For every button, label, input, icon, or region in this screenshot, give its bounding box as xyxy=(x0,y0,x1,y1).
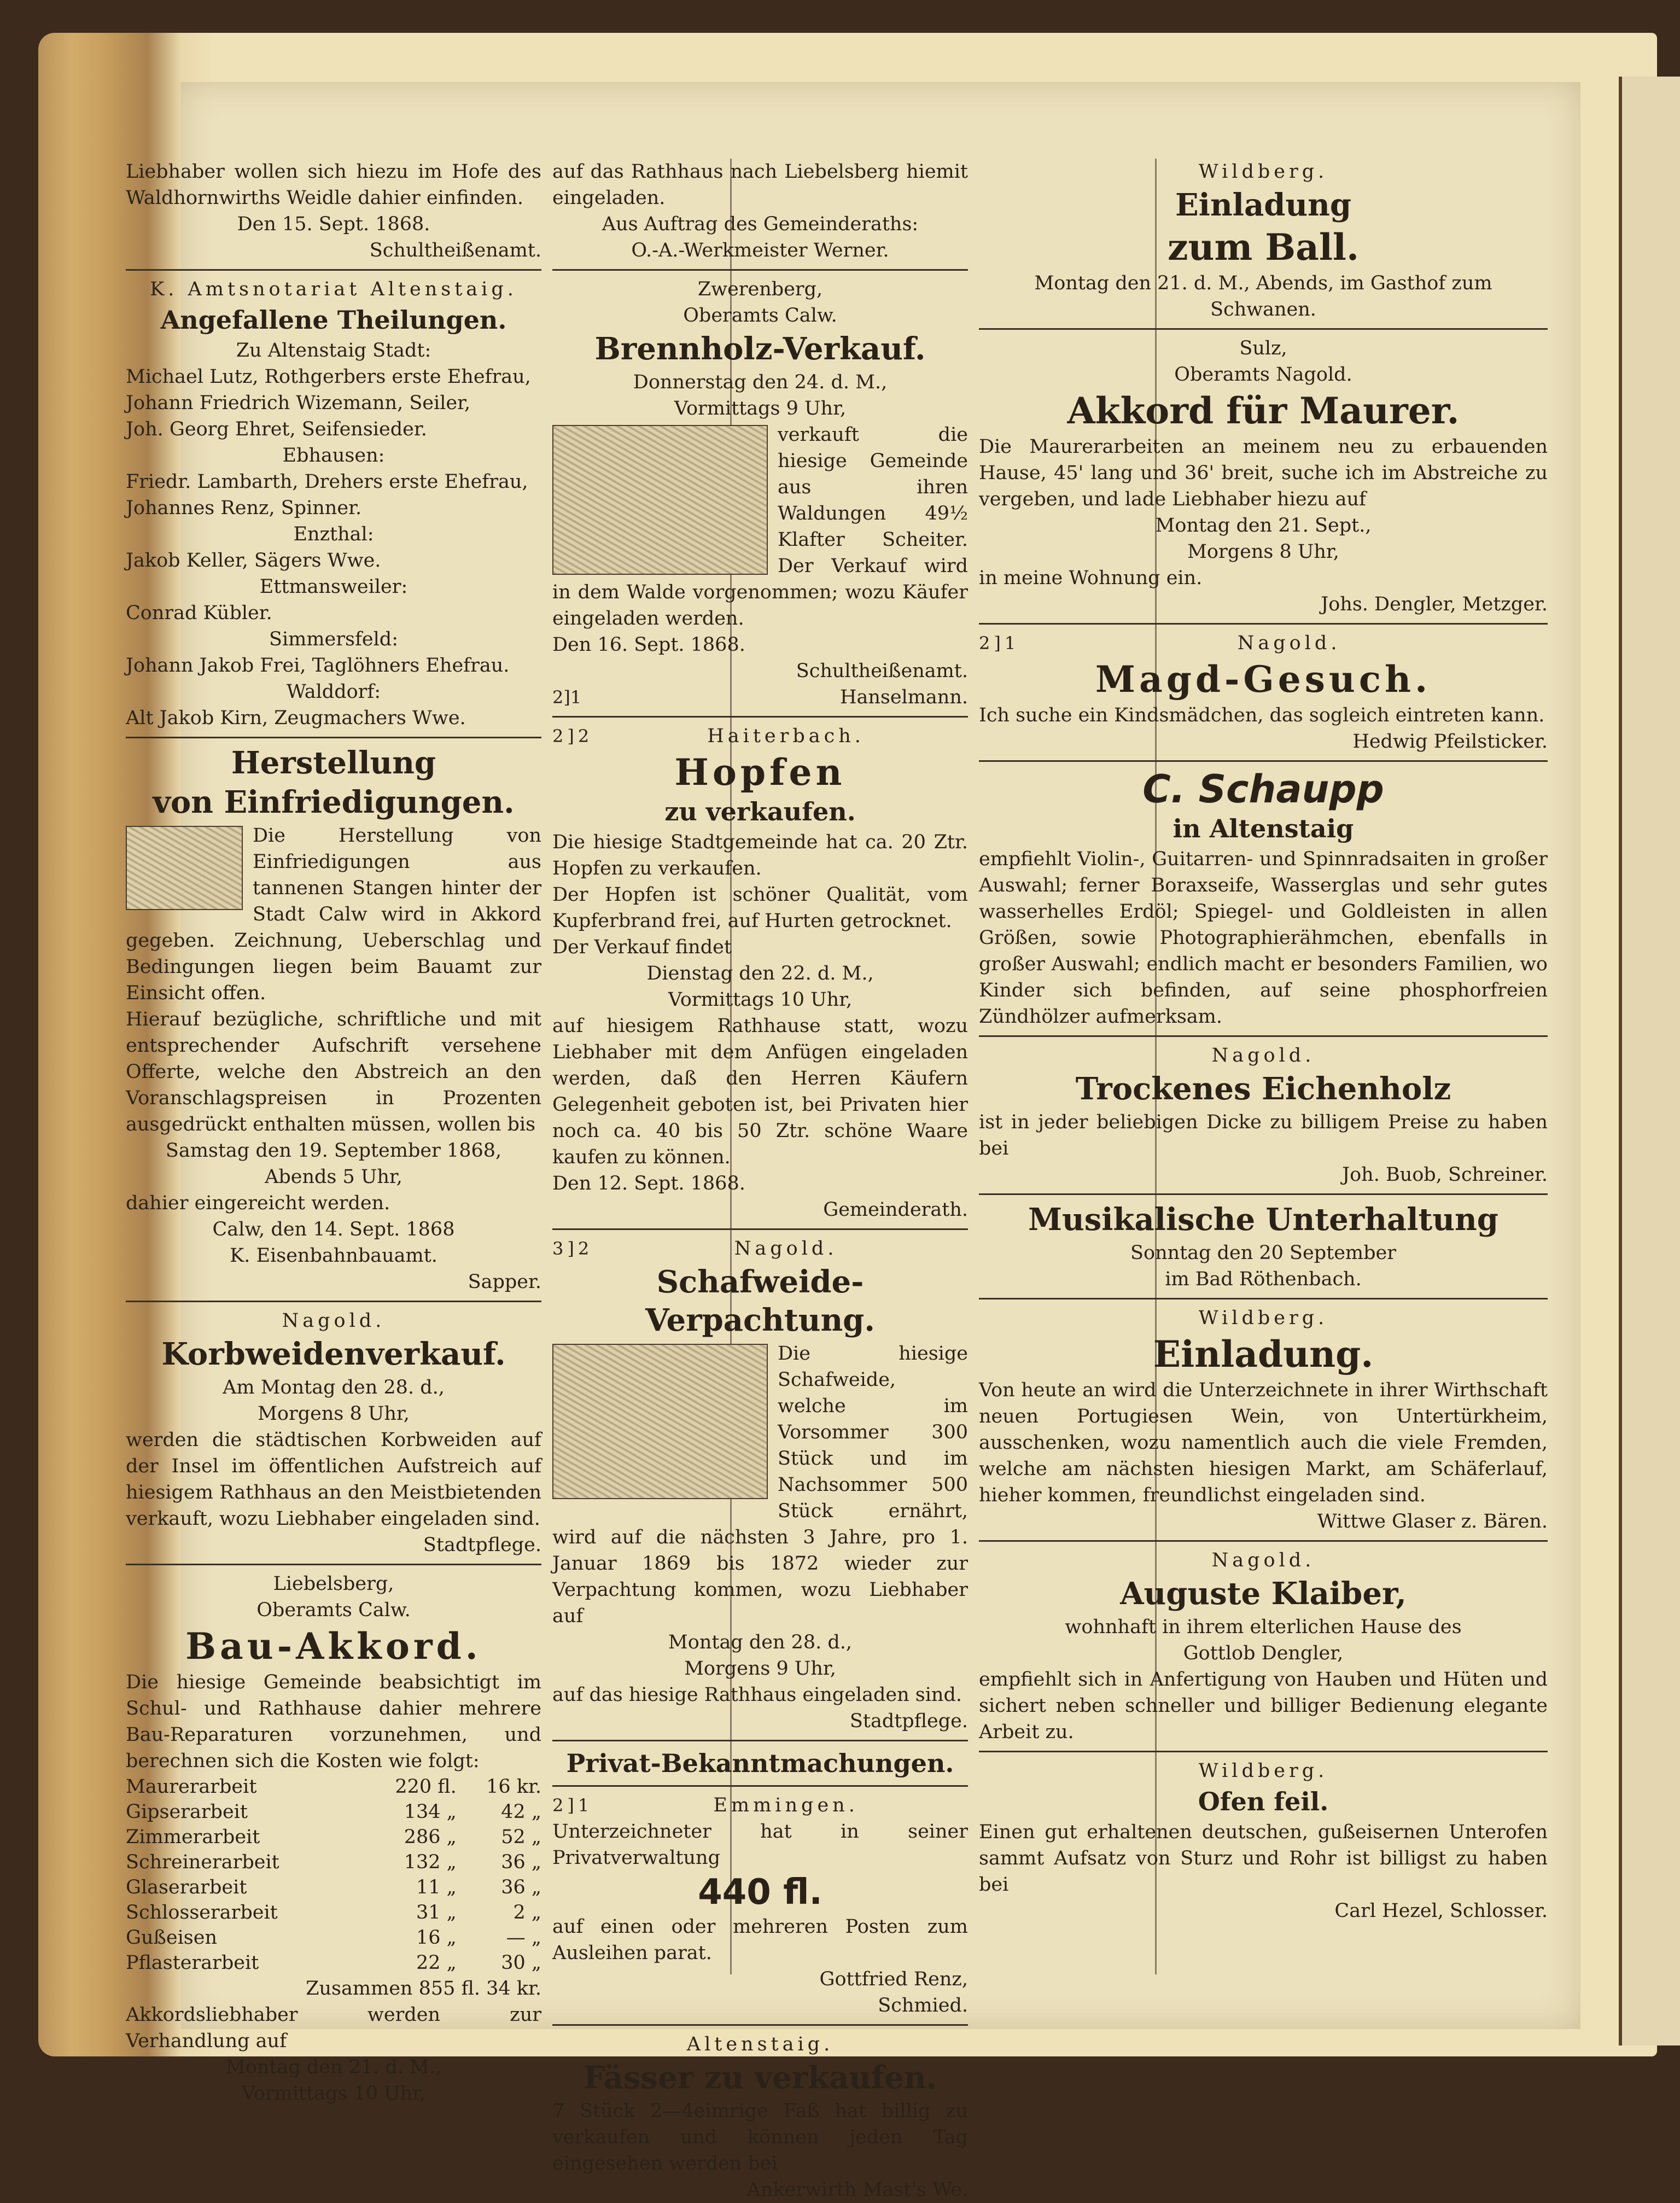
text-line: Donnerstag den 24. d. M., xyxy=(633,371,888,393)
cost-total: Zusammen 855 fl. 34 kr. xyxy=(306,1978,541,2000)
ad-title: Musikalische Unterhaltung xyxy=(1028,1202,1498,1238)
text-line: Simmersfeld: xyxy=(269,628,398,650)
table-cell: Pflasterarbeit xyxy=(126,1952,259,1974)
table-cell: Schlosserarbeit xyxy=(126,1902,278,1924)
text-line: Sonntag den 20 September xyxy=(1130,1242,1396,1264)
signature: Schultheißenamt. xyxy=(796,660,968,682)
ad-header: Wildberg. xyxy=(1198,1760,1328,1782)
text-line: Ebhausen: xyxy=(282,445,385,467)
text-line: Walddorf: xyxy=(286,681,381,703)
table-cell: 42 „ xyxy=(501,1801,541,1823)
text-block: auf das Rathhaus nach Liebelsberg hiemit eingeladen. xyxy=(552,161,968,209)
text-block: Unterzeichneter hat in seiner Privatverwaltung xyxy=(552,1821,968,1869)
text-block: auf hiesigem Rathhause statt, wozu Liebhaber mit dem Anfügen eingeladen werden, daß den Herren Käufern Gelegenheit geboten ist, bei Privaten hier noch ca. 40 bis 50 Ztr. schöne Waare kaufen zu können. xyxy=(552,1015,968,1168)
divider xyxy=(979,1298,1548,1299)
text-block: Hierauf bezügliche, schriftliche und mit entsprechender Aufschrift versehene Offerte, welche den Abstreich an den Voranschlagspreisen in Prozenten ausgedrückt enthalten müssen, wollen bis xyxy=(126,1009,541,1135)
ad-title: Brennholz-Verkauf. xyxy=(594,331,926,367)
text-line: dahier eingereicht werden. xyxy=(126,1192,390,1214)
text-line: Enzthal: xyxy=(293,523,374,545)
insertion-number: 2]1 xyxy=(552,1795,593,1816)
text-block: empfiehlt Violin-, Guitarren- und Spinnradsaiten in großer Auswahl; ferner Boraxseife, Wasserglas und sehr gutes wasserhelles Erdöl; Spiegel- und Goldleisten in allen Größen, sowie Photographierähmchen, ebenfalls in großer Auswahl; endlich macht er besonders Familien, wo Kinder sich befinden, auf seine phosphorfreien Zündhölzer aufmerksam. xyxy=(979,848,1548,1028)
divider xyxy=(552,2024,968,2026)
text-line: Zu Altenstaig Stadt: xyxy=(236,340,431,362)
locomotive-illustration xyxy=(126,826,243,910)
text-line: Friedr. Lambarth, Drehers erste Ehefrau, xyxy=(126,471,528,493)
ad-title: Ofen feil. xyxy=(1198,1787,1329,1816)
ad-header: Sulz, xyxy=(1239,337,1287,359)
text-line: Vormittags 10 Uhr, xyxy=(668,989,853,1011)
ad-header: Liebelsberg, xyxy=(273,1573,394,1595)
text-block: Die Herstellung von Einfriedigungen aus tannenen Stangen hinter der Stadt Calw wird in Akkord gegeben. Zeichnung, Ueberschlag und Bedingungen liegen beim Bauamt zur Einsicht offen. xyxy=(126,825,541,1004)
table-cell: 11 „ xyxy=(416,1876,457,1898)
text-block: ist in jeder beliebigen Dicke zu billigem Preise zu haben bei xyxy=(979,1111,1548,1159)
text-block: auf einen oder mehreren Posten zum Ausleihen parat. xyxy=(552,1916,968,1964)
signature: Hedwig Pfeilsticker. xyxy=(1352,731,1548,753)
signature: Hanselmann. xyxy=(839,686,968,708)
ad-title: Akkord für Maurer. xyxy=(1067,389,1460,432)
text-line: Vormittags 9 Uhr, xyxy=(674,398,847,419)
text-block: Montag den 21. d. M., Abends, im Gasthof zum Schwanen. xyxy=(1034,272,1492,320)
text-line: Morgens 9 Uhr, xyxy=(684,1658,836,1680)
ad-header: Nagold. xyxy=(282,1310,386,1332)
ad-subtitle: zu verkaufen. xyxy=(664,797,856,826)
text-block: verkauft die hiesige Gemeinde aus ihren Waldungen 49½ Klafter Scheiter. Der Verkauf wird in dem Walde vorgenommen; wozu Käufer eingeladen werden. xyxy=(552,424,968,630)
ad-header: Wildberg. xyxy=(1198,161,1328,183)
text-block: Von heute an wird die Unterzeichnete in ihrer Wirthschaft neuen Portugiesen Wein, von Untertürkheim, ausschenken, wozu namentlich auch die viele Fremden, welche am nächsten hiesigen Markt, am Schäferlauf, hieher kommen, freundlichst eingeladen sind. xyxy=(979,1379,1548,1506)
text-line: Ettmansweiler: xyxy=(259,576,408,598)
text-line: Morgens 8 Uhr, xyxy=(258,1403,410,1425)
table-cell: 22 „ xyxy=(416,1952,457,1974)
table-cell: Glaserarbeit xyxy=(126,1876,247,1898)
table-row xyxy=(126,1925,541,1950)
divider xyxy=(979,1540,1548,1542)
ad-title: Einladung xyxy=(1175,187,1351,223)
table-cell: Zimmerarbeit xyxy=(126,1826,260,1848)
ad-header: Wildberg. xyxy=(1198,1307,1328,1329)
text-line: wohnhaft in ihrem elterlichen Hause des xyxy=(1065,1616,1462,1638)
text-line: Michael Lutz, Rothgerbers erste Ehefrau, xyxy=(126,366,531,388)
text-line: Der Verkauf findet xyxy=(552,936,732,958)
table-row xyxy=(126,1900,541,1925)
signature: Sapper. xyxy=(468,1271,541,1293)
ad-header: Nagold. xyxy=(734,1238,838,1260)
column-2 xyxy=(552,159,968,2203)
signature: Schultheißenamt. xyxy=(369,240,541,261)
divider xyxy=(979,760,1548,762)
text-block: Die Maurerarbeiten an meinem neu zu erbauenden Hause, 45' lang und 36' breit, suche ich im Abstreiche zu vergeben, und lade Liebhaber hiezu auf xyxy=(979,436,1548,510)
table-row xyxy=(126,1774,541,1799)
ad-title: Herstellung xyxy=(231,745,436,781)
table-cell: 16 „ xyxy=(416,1927,457,1949)
ad-header: K. Amtsnotariat Altenstaig. xyxy=(150,278,517,300)
table-cell: 36 „ xyxy=(501,1851,541,1873)
cost-table xyxy=(126,1774,541,1975)
text-line: Montag den 21. d. M., xyxy=(225,2056,442,2078)
column-3 xyxy=(979,159,1548,1924)
text-block: Ich suche ein Kindsmädchen, das sogleich eintreten kann. xyxy=(979,704,1545,726)
table-cell: 2 „ xyxy=(513,1902,541,1924)
ad-title: Fässer zu verkaufen. xyxy=(583,2060,937,2096)
signature: Johs. Dengler, Metzger. xyxy=(1321,593,1548,615)
text-line: Am Montag den 28. d., xyxy=(223,1377,445,1398)
text-block: empfiehlt sich in Anfertigung von Hauben und Hüten und sichert neben schneller und billiger Bedienung elegante Arbeit zu. xyxy=(979,1669,1548,1743)
text-line: Den 12. Sept. 1868. xyxy=(552,1173,745,1194)
signature: Schmied. xyxy=(878,1995,968,2016)
ad-title: Hopfen xyxy=(674,751,846,794)
text-line: Vormittags 10 Uhr, xyxy=(241,2083,426,2105)
table-row xyxy=(126,1825,541,1850)
divider xyxy=(126,1564,541,1565)
ad-title: Trockenes Eichenholz xyxy=(1075,1071,1451,1107)
text-block: Einen gut erhaltenen deutschen, gußeisernen Unterofen sammt Aufsatz von Sturz und Rohr ist billigst zu haben bei xyxy=(979,1821,1548,1896)
divider xyxy=(126,269,541,271)
signature: Joh. Buob, Schreiner. xyxy=(1342,1164,1548,1186)
text-line: Montag den 28. d., xyxy=(668,1631,853,1653)
text-block: Die hiesige Stadtgemeinde hat ca. 20 Ztr. Hopfen zu verkaufen. xyxy=(552,831,968,879)
ad-header: Nagold. xyxy=(1237,632,1341,654)
table-cell: 31 „ xyxy=(416,1902,457,1924)
ad-header: Zwerenberg, xyxy=(697,278,823,300)
table-cell: Schreinerarbeit xyxy=(126,1851,279,1873)
text-line: Johann Friedrich Wizemann, Seiler, xyxy=(126,392,471,414)
table-cell: 132 „ xyxy=(404,1851,457,1873)
ad-title: Bau-Akkord. xyxy=(185,1625,482,1668)
text-line: Joh. Georg Ehret, Seifensieder. xyxy=(126,418,427,440)
text-block: 7 Stück 2—4eimrige Faß hat billig zu verkaufen und können jeden Tag eingesehen werden bei xyxy=(552,2100,968,2175)
insertion-number: 2]2 xyxy=(552,726,593,747)
table-cell: 134 „ xyxy=(404,1801,457,1823)
text-line: Den 15. Sept. 1868. xyxy=(237,213,430,235)
divider xyxy=(126,1301,541,1302)
text-block: Akkordsliebhaber werden zur Verhandlung auf xyxy=(126,2004,541,2052)
ad-title: Korbweidenverkauf. xyxy=(161,1336,506,1372)
divider xyxy=(979,623,1548,625)
divider xyxy=(979,1751,1548,1752)
text-line: Dienstag den 22. d. M., xyxy=(646,963,874,984)
text-line: Den 16. Sept. 1868. xyxy=(552,634,745,656)
ad-header: Oberamts Nagold. xyxy=(1174,364,1352,386)
text-line: Gottlob Dengler, xyxy=(1183,1642,1344,1664)
divider xyxy=(552,269,968,271)
ad-header: Oberamts Calw. xyxy=(256,1599,411,1621)
ad-title: von Einfriedigungen. xyxy=(153,784,515,820)
table-cell: Maurerarbeit xyxy=(126,1776,257,1798)
table-row xyxy=(126,1850,541,1875)
text-line: Calw, den 14. Sept. 1868 xyxy=(212,1219,455,1240)
ad-header: Emmingen. xyxy=(713,1794,859,1816)
divider xyxy=(552,1740,968,1741)
facing-page-edge xyxy=(1619,77,1680,2045)
text-line: im Bad Röthenbach. xyxy=(1165,1268,1362,1290)
ad-header: Altenstaig. xyxy=(686,2033,834,2055)
divider xyxy=(552,1228,968,1230)
text-line: Liebhaber wollen sich hiezu im Hofe des Waldhornwirths Weidle dahier einfinden. xyxy=(126,161,541,209)
text-line: Alt Jakob Kirn, Zeugmachers Wwe. xyxy=(126,707,466,729)
ad-title: Angefallene Theilungen. xyxy=(160,305,507,335)
table-cell: 36 „ xyxy=(501,1876,541,1898)
text-line: Johannes Renz, Spinner. xyxy=(126,497,362,519)
signature: Gemeinderath. xyxy=(823,1199,968,1221)
text-line: auf das hiesige Rathhaus eingeladen sind. xyxy=(552,1684,962,1706)
amount: 440 fl. xyxy=(698,1872,822,1913)
table-row xyxy=(126,1950,541,1975)
table-cell: Gußeisen xyxy=(126,1927,218,1949)
table-row xyxy=(126,1875,541,1900)
signature: Wittwe Glaser z. Bären. xyxy=(1317,1511,1548,1532)
text-block: Die hiesige Schafweide, welche im Vorsommer 300 Stück und im Nachsommer 500 Stück ernährt, wird auf die nächsten 3 Jahre, pro 1. Januar 1869 bis 1872 wieder zur Verpachtung kommen, wozu Liebhaber auf xyxy=(552,1343,968,1627)
divider xyxy=(979,1193,1548,1195)
signature: Carl Hezel, Schlosser. xyxy=(1334,1900,1548,1922)
text-line: Montag den 21. Sept., xyxy=(1155,515,1372,537)
table-cell: — „ xyxy=(506,1927,541,1949)
insertion-number: 3]2 xyxy=(552,1238,593,1259)
table-row xyxy=(126,1799,541,1825)
shepherd-woodcut-illustration xyxy=(552,1344,768,1499)
table-cell: 220 fl. xyxy=(395,1776,457,1798)
divider xyxy=(552,1785,968,1787)
signature: Gottfried Renz, xyxy=(819,1968,968,1990)
ad-subtitle: in Altenstaig xyxy=(1172,814,1354,843)
table-cell: 286 „ xyxy=(404,1826,457,1848)
text-line: Samstag den 19. September 1868, xyxy=(165,1140,502,1162)
forest-woodcut-illustration xyxy=(552,425,768,575)
insertion-number: 2]1 xyxy=(979,633,1020,654)
ad-header: Nagold. xyxy=(1211,1045,1315,1066)
divider xyxy=(552,716,968,718)
text-block: werden die städtischen Korbweiden auf der Insel im öffentlichen Aufstreich auf hiesigem Rathhaus an den Meistbietenden verkauft, wozu Liebhaber eingeladen sind. xyxy=(126,1429,541,1530)
signature: Ankerwirth Mast's We. xyxy=(746,2179,968,2201)
signature: K. Eisenbahnbauamt. xyxy=(230,1245,438,1267)
text-line: Conrad Kübler. xyxy=(126,602,272,624)
text-block: Die hiesige Gemeinde beabsichtigt im Schul- und Rathhause dahier mehrere Bau-Reparaturen vorzunehmen, und berechnen sich die Kosten wie folgt: xyxy=(126,1671,541,1772)
divider xyxy=(126,737,541,738)
table-cell: Gipserarbeit xyxy=(126,1801,248,1823)
text-line: Abends 5 Uhr, xyxy=(265,1166,402,1188)
signature: Stadtpflege. xyxy=(423,1534,541,1556)
ad-header: Oberamts Calw. xyxy=(683,305,837,327)
merchant-name: C. Schaupp xyxy=(1142,767,1384,812)
ad-title: Auguste Klaiber, xyxy=(1120,1576,1407,1612)
ad-header: Haiterbach. xyxy=(707,725,865,747)
divider xyxy=(979,328,1548,330)
divider xyxy=(979,1035,1548,1037)
table-cell: 30 „ xyxy=(501,1952,541,1974)
text-line: Aus Auftrag des Gemeinderaths: xyxy=(602,213,919,235)
insertion-number: 2]1 xyxy=(552,687,582,708)
ad-title: zum Ball. xyxy=(1168,226,1359,269)
ad-title: Magd-Gesuch. xyxy=(1095,658,1432,701)
signature: O.-A.-Werkmeister Werner. xyxy=(631,240,889,261)
ad-header: Nagold. xyxy=(1211,1549,1315,1571)
table-cell: 52 „ xyxy=(501,1826,541,1848)
text-block: Der Hopfen ist schöner Qualität, vom Kupferbrand frei, auf Hurten getrocknet. xyxy=(552,884,968,932)
text-line: Morgens 8 Uhr, xyxy=(1187,541,1339,563)
signature: Stadtpflege. xyxy=(849,1710,968,1732)
ad-title: Schafweide-Verpachtung. xyxy=(645,1264,875,1338)
text-line: Jakob Keller, Sägers Wwe. xyxy=(126,550,381,572)
ad-title: Einladung. xyxy=(1153,1333,1374,1376)
text-line: Johann Jakob Frei, Taglöhners Ehefrau. xyxy=(126,655,510,677)
table-cell: 16 kr. xyxy=(486,1776,541,1798)
column-1 xyxy=(126,159,541,2107)
section-header: Privat-Bekanntmachungen. xyxy=(566,1749,954,1778)
text-line: in meine Wohnung ein. xyxy=(979,567,1203,589)
